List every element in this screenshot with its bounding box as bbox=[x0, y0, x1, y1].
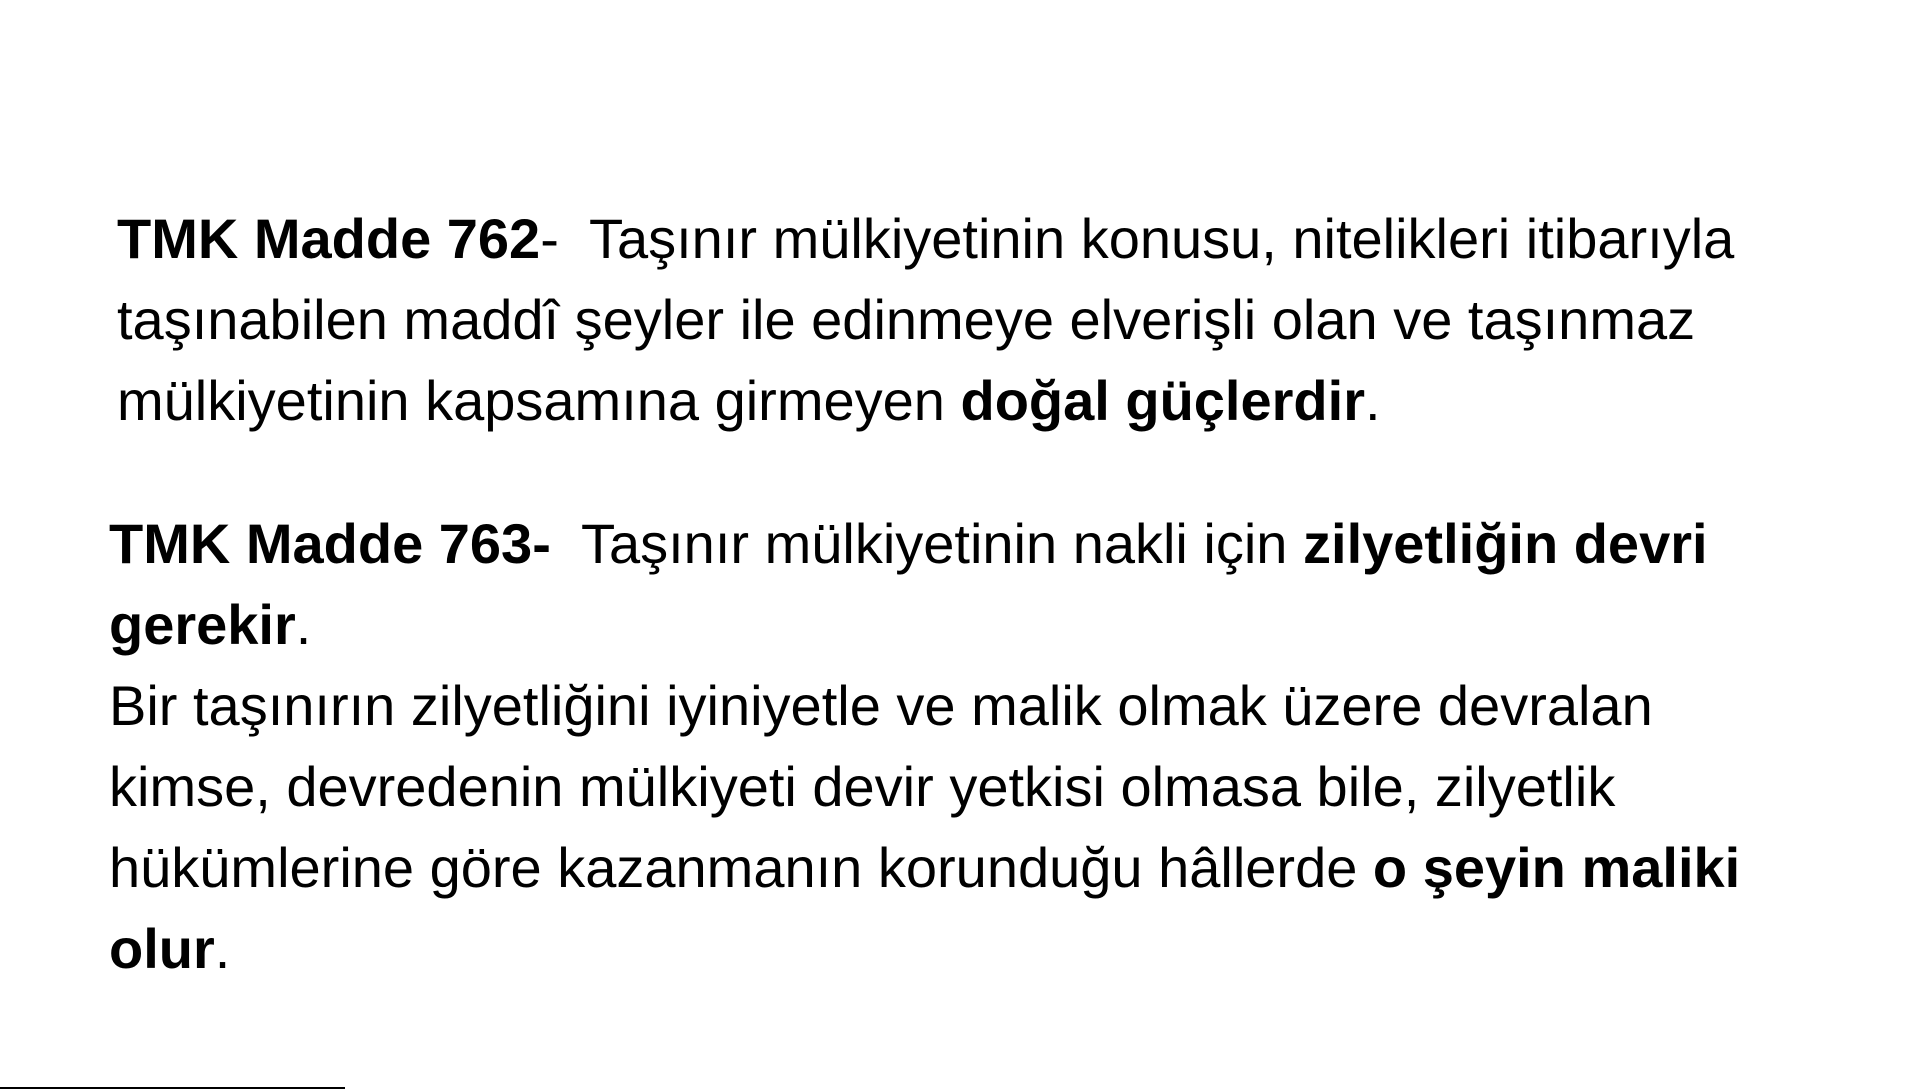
article-762-line-2-text: taşınabilen maddî şeyler ile edinmeye elverişli olan ve taşınmaz bbox=[117, 288, 1696, 351]
article-762 bbox=[117, 198, 1734, 441]
article-762-line-1 bbox=[117, 198, 1734, 279]
article-762-line-2 bbox=[117, 279, 1734, 360]
article-763-line-5 bbox=[109, 827, 1740, 908]
article-763-line-3 bbox=[109, 665, 1740, 746]
article-763-line-2 bbox=[109, 584, 1740, 665]
article-763-line-1-text: Taşınır mülkiyetinin nakli için bbox=[580, 512, 1304, 575]
article-763-emphasis-2: gerekir bbox=[109, 593, 296, 656]
article-762-line-1-text: Taşınır mülkiyetinin konusu, nitelikleri itibarıyla bbox=[588, 207, 1735, 270]
article-762-line-3-text: mülkiyetinin kapsamına girmeyen bbox=[117, 369, 961, 432]
article-763-line-6 bbox=[109, 908, 1740, 989]
article-763-emphasis-1: zilyetliğin devri bbox=[1303, 512, 1708, 575]
article-762-heading-dash: - bbox=[540, 207, 589, 270]
article-763-line-5-text: hükümlerine göre kazanmanın korunduğu hâllerde bbox=[109, 836, 1373, 899]
article-763-period-1: . bbox=[295, 593, 312, 656]
article-762-line-3 bbox=[117, 360, 1734, 441]
article-763-emphasis-3: o şeyin maliki bbox=[1372, 836, 1741, 899]
article-763-line-3-text: Bir taşınırın zilyetliğini iyiniyetle ve malik olmak üzere devralan bbox=[109, 674, 1653, 737]
article-763-line-4-text: kimse, devredenin mülkiyeti devir yetkisi olmasa bile, zilyetlik bbox=[109, 755, 1616, 818]
article-763-emphasis-4: olur bbox=[109, 917, 215, 980]
article-762-emphasis: doğal güçlerdir bbox=[960, 369, 1365, 432]
article-763 bbox=[109, 503, 1740, 989]
article-763-line-1 bbox=[109, 503, 1740, 584]
article-762-period: . bbox=[1364, 369, 1381, 432]
article-763-heading: TMK Madde 763- bbox=[109, 512, 551, 575]
article-763-heading-gap bbox=[551, 512, 581, 575]
article-762-heading: TMK Madde 762 bbox=[117, 207, 541, 270]
article-763-period-2: . bbox=[214, 917, 231, 980]
article-763-line-4 bbox=[109, 746, 1740, 827]
